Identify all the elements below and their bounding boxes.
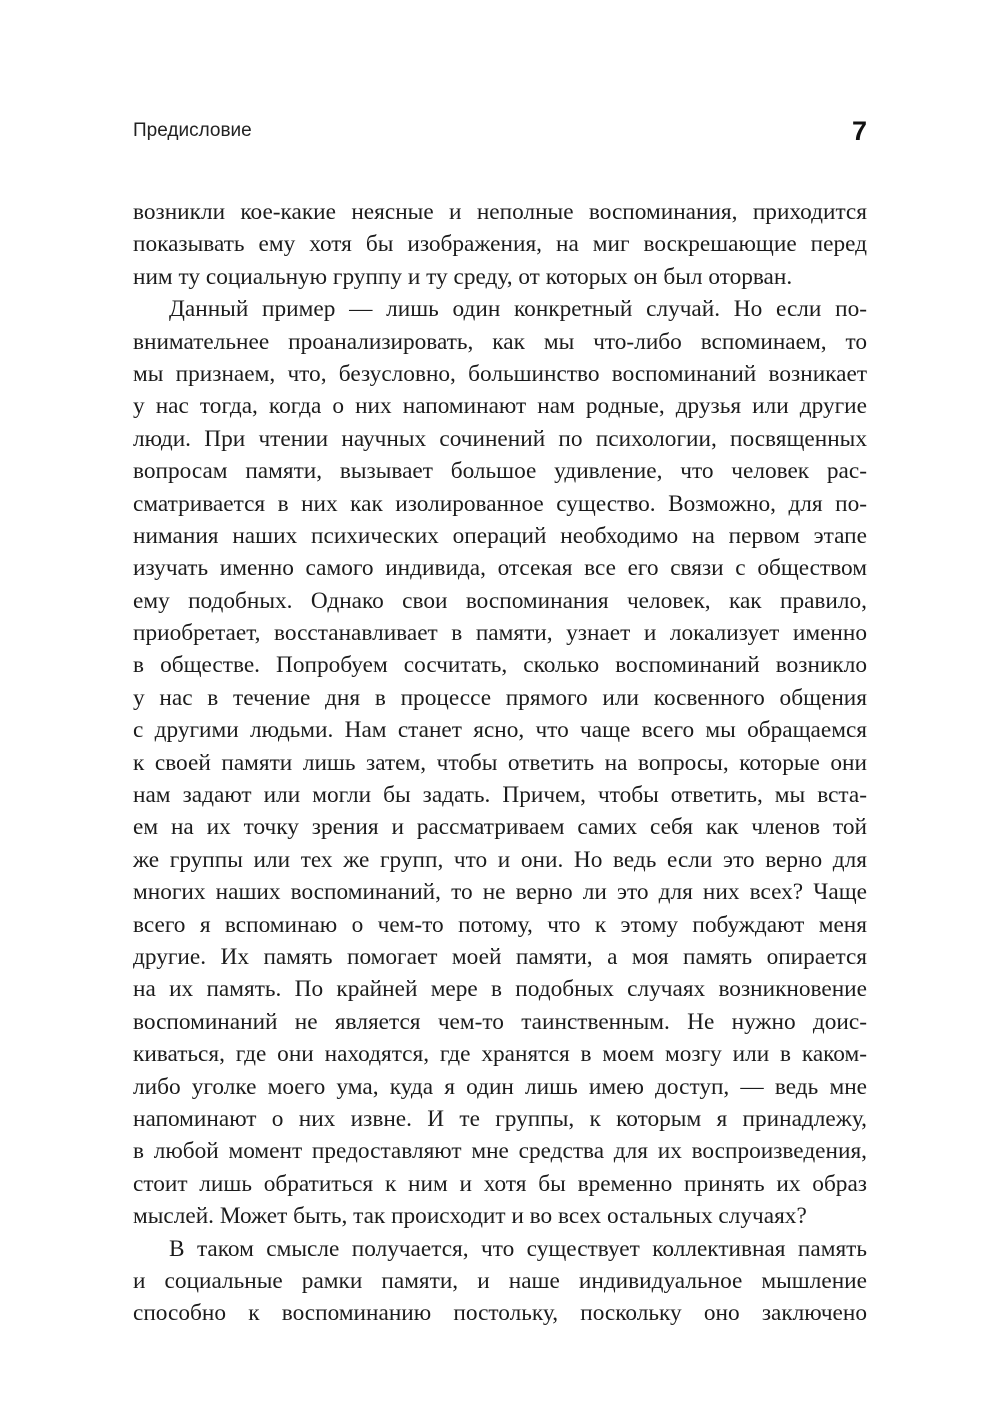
text-line: нам задают или могли бы задать. Причем, чтобы ответить, мы вста- [133,782,867,809]
text-line: с другими людьми. Нам станет ясно, что чаще всего мы обращаемся [133,717,867,744]
text-line: показывать ему хотя бы изображения, на миг воскрешающие перед [133,231,867,258]
text-line: к своей памяти лишь затем, чтобы ответить на вопросы, которые они [133,749,867,776]
text-line: всего я вспоминаю о чем-то потому, что к этому побуждают меня [133,911,867,938]
text-line: воспоминаний не является чем-то таинственным. Не нужно доис- [133,1008,867,1035]
text-line: напоминают о них извне. И те группы, к которым я принадлежу, [133,1105,867,1132]
text-line: возникли кое-какие неясные и неполные воспоминания, приходится [133,199,867,225]
text-line: нимания наших психических операций необходимо на первом этапе [133,522,867,549]
text-line: мыслей. Может быть, так происходит и во всех остальных случаях? [133,1203,807,1230]
text-line: либо уголке моего ума, куда я один лишь имею доступ, — ведь мне [133,1073,867,1100]
text-line: у нас в течение дня в процессе прямого или косвенного общения [133,684,867,711]
text-line: же группы или тех же групп, что и они. Но ведь если это верно для [133,846,867,873]
text-line: мы признаем, что, безусловно, большинство воспоминаний возникает [133,360,867,387]
text-line: Данный пример — лишь один конкретный случай. Но если по- [169,296,867,323]
text-line: в любой момент предоставляют мне средства для их воспроизведения, [133,1138,867,1165]
text-line: многих наших воспоминаний, то не верно ли это для них всех? Чаще [133,879,867,906]
section-title: Предисловие [133,120,252,141]
text-line: стоит лишь обратиться к ним и хотя бы временно принять их образ [133,1170,867,1197]
text-line: приобретает, восстанавливает в памяти, узнает и локализует именно [133,620,867,647]
text-line: другие. Их память помогает моей памяти, а моя память опирается [133,943,867,970]
text-line: внимательнее проанализировать, как мы что-либо вспоминаем, то [133,328,867,355]
text-line: ем на их точку зрения и рассматриваем самих себя как членов той [133,814,867,841]
text-line: В таком смысле получается, что существует коллективная память [169,1235,867,1262]
text-line: на их память. По крайней мере в подобных случаях возникновение [133,976,867,1003]
body-text [133,196,867,1330]
text-line: люди. При чтении научных сочинений по психологии, посвященных [133,425,867,452]
text-line: сматривается в них как изолированное существо. Возможно, для по- [133,490,867,517]
page-number: 7 [851,116,867,146]
text-line: способно к воспоминанию постольку, поскольку оно заключено [133,1300,867,1327]
text-line: киваться, где они находятся, где хранятся в моем мозгу или в каком- [133,1041,867,1068]
text-line: ему подобных. Однако свои воспоминания человек, как правило, [133,587,867,614]
text-line: ним ту социальную группу и ту среду, от которых он был оторван. [133,263,793,290]
text-line: у нас тогда, когда о них напоминают нам родные, друзья или другие [133,393,867,420]
text-line: изучать именно самого индивида, отсекая все его связи с обществом [133,555,867,582]
running-head [133,118,867,148]
text-line: вопросам памяти, вызывает большое удивление, что человек рас- [133,458,867,485]
text-line: и социальные рамки памяти, и наше индивидуальное мышление [133,1267,867,1294]
text-line: в обществе. Попробуем сосчитать, сколько воспоминаний возникло [133,652,867,679]
